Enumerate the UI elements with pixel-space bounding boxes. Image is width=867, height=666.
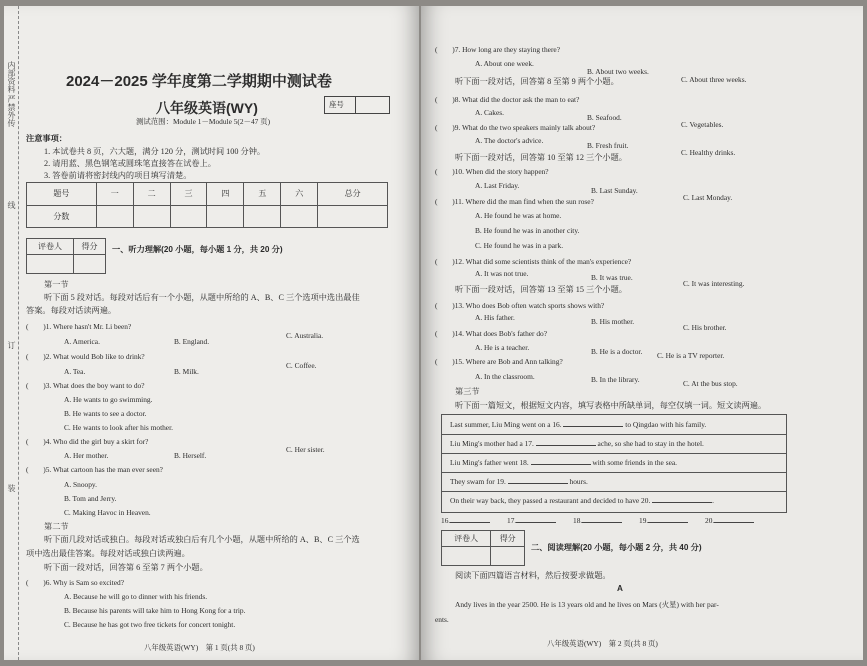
- score-blank[interactable]: [74, 255, 106, 274]
- option[interactable]: A. He found he was at home.: [475, 211, 562, 220]
- option[interactable]: B. His mother.: [591, 317, 635, 326]
- score-cell: 一: [96, 183, 133, 206]
- answer-line[interactable]: 18.: [573, 517, 622, 524]
- option[interactable]: C. Coffee.: [286, 361, 317, 370]
- margin-label: 装: [7, 484, 16, 492]
- page-footer: 八年级英语(WY) 第 1 页(共 8 页): [144, 643, 255, 652]
- exam-subtitle: 八年级英语(WY): [156, 100, 258, 116]
- fill-row: On their way back, they passed a restaurant and decided to have 20. .: [450, 496, 715, 505]
- passage-line: ents.: [435, 615, 449, 624]
- option[interactable]: C. Her sister.: [286, 445, 325, 454]
- answer-line[interactable]: 16.: [441, 517, 490, 524]
- question: ( )6. Why is Sam so excited?: [26, 578, 124, 587]
- option[interactable]: B. It was true.: [591, 273, 633, 282]
- blank-17[interactable]: [536, 445, 596, 446]
- left-page: [4, 6, 419, 660]
- fill-row: Liu Ming's father went 18. with some friends in the sea.: [450, 458, 677, 467]
- section-title: 一、听力理解(20 小题，每小题 1 分，共 20 分): [112, 245, 283, 254]
- seat-box[interactable]: [324, 96, 390, 114]
- grader-table: [441, 530, 525, 566]
- instruction: 听下面几段对话或独白。每段对话或独白后有几个小题，从题中所给的 A、B、C 三个选: [44, 535, 360, 544]
- notice-line: 2. 请用蓝、黑色钢笔或圆珠笔直接答在试卷上。: [44, 159, 216, 168]
- notice-heading: 注意事项：: [26, 134, 67, 143]
- option[interactable]: C. Making Havoc in Heaven.: [64, 508, 151, 517]
- fill-row: Last summer, Liu Ming went on a 16. to Qingdao with his family.: [450, 420, 707, 429]
- grader-label: 评卷人: [442, 531, 491, 547]
- score-cell: 题号: [27, 183, 97, 206]
- fill-row: They swam for 19. hours.: [450, 477, 588, 486]
- score-cell: 六: [281, 183, 318, 206]
- right-page: [421, 6, 863, 660]
- option[interactable]: A. In the classroom.: [475, 372, 535, 381]
- score-blank[interactable]: [491, 547, 525, 566]
- option[interactable]: A. He wants to go swimming.: [64, 395, 153, 404]
- instruction: 听下面一段对话，回答第 8 至第 9 两个小题。: [455, 77, 619, 86]
- score-label: 得分: [491, 531, 525, 547]
- test-scope: 测试范围：Module 1－Module 5(2－47 页): [136, 117, 271, 126]
- option[interactable]: B. He found he was in another city.: [475, 226, 580, 235]
- option[interactable]: A. He is a teacher.: [475, 343, 530, 352]
- score-blank[interactable]: [244, 205, 281, 228]
- option[interactable]: C. Vegetables.: [681, 120, 724, 129]
- grader-blank[interactable]: [442, 547, 491, 566]
- option[interactable]: A. His father.: [475, 313, 515, 322]
- option[interactable]: A. The doctor's advice.: [475, 136, 544, 145]
- section-title: 二、阅读理解(20 小题，每小题 2 分，共 40 分): [531, 543, 702, 552]
- answer-line[interactable]: 17.: [507, 517, 556, 524]
- option[interactable]: C. He is a TV reporter.: [657, 351, 725, 360]
- score-cell: 三: [170, 183, 207, 206]
- question: ( )7. How long are they staying there?: [435, 45, 560, 54]
- score-blank[interactable]: [170, 205, 207, 228]
- option[interactable]: B. Because his parents will take him to Hong Kong for a trip.: [64, 606, 246, 615]
- margin-label: 订: [7, 341, 16, 349]
- question: ( )10. When did the story happen?: [435, 167, 549, 176]
- score-blank[interactable]: [207, 205, 244, 228]
- option[interactable]: C. It was interesting.: [683, 279, 745, 288]
- notice-line: 3. 答卷前请将密封线内的项目填写清楚。: [44, 171, 192, 180]
- option[interactable]: A. It was not true.: [475, 269, 529, 278]
- option[interactable]: B. About two weeks.: [587, 67, 649, 76]
- option[interactable]: A. Because he will go to dinner with his friends.: [64, 592, 208, 601]
- exam-title: 2024－2025 学年度第二学期期中测试卷: [66, 73, 332, 90]
- option[interactable]: C. About three weeks.: [681, 75, 747, 84]
- grader-blank[interactable]: [27, 255, 74, 274]
- option[interactable]: B. England.: [174, 337, 210, 346]
- option[interactable]: A. Cakes.: [475, 108, 504, 117]
- seat-label: 座号: [329, 100, 344, 109]
- grader-table: [26, 238, 106, 274]
- part-heading: 第一节: [44, 280, 69, 289]
- option[interactable]: B. Herself.: [174, 451, 207, 460]
- question: ( )9. What do the two speakers mainly talk about?: [435, 123, 596, 132]
- score-blank[interactable]: [281, 205, 318, 228]
- fill-table: [441, 414, 787, 513]
- blank-20[interactable]: [652, 502, 712, 503]
- score-cell: 二: [133, 183, 170, 206]
- option[interactable]: B. He wants to see a doctor.: [64, 409, 147, 418]
- option[interactable]: A. Her mother.: [64, 451, 109, 460]
- part-heading: 第三节: [455, 387, 480, 396]
- score-table: [26, 182, 388, 228]
- option[interactable]: B. Last Sunday.: [591, 186, 638, 195]
- notice-line: 1. 本试卷共 8 页，六大题，满分 120 分，测试时间 100 分钟。: [44, 147, 266, 156]
- blank-18[interactable]: [531, 464, 591, 465]
- score-label: 得分: [74, 239, 106, 255]
- score-blank[interactable]: [133, 205, 170, 228]
- blank-16[interactable]: [563, 426, 623, 427]
- question: ( )11. Where did the man find when the sun rose?: [435, 197, 594, 206]
- option[interactable]: B. Milk.: [174, 367, 199, 376]
- answer-line[interactable]: 19.: [639, 517, 688, 524]
- instruction: 阅读下面四篇语言材料，然后按要求做题。: [455, 571, 611, 580]
- score-cell: 五: [244, 183, 281, 206]
- option[interactable]: C. Because he has got two free tickets for concert tonight.: [64, 620, 236, 629]
- instruction: 听下面一段对话，回答第 10 至第 12 三个小题。: [455, 153, 627, 162]
- score-blank[interactable]: [96, 205, 133, 228]
- option[interactable]: A. Snoopy.: [64, 480, 97, 489]
- option[interactable]: A. Tea.: [64, 367, 86, 376]
- question: ( )14. What does Bob's father do?: [435, 329, 548, 338]
- option[interactable]: A. About one week.: [475, 59, 534, 68]
- score-cell: 总分: [318, 183, 388, 206]
- instruction: 答案。每段对话读两遍。: [26, 306, 117, 315]
- option[interactable]: A. America.: [64, 337, 100, 346]
- option[interactable]: A. Last Friday.: [475, 181, 520, 190]
- option[interactable]: C. He wants to look after his mother.: [64, 423, 173, 432]
- option[interactable]: B. In the library.: [591, 375, 640, 384]
- option[interactable]: C. Last Monday.: [683, 193, 733, 202]
- margin-label: 线: [7, 201, 16, 209]
- question: ( )4. Who did the girl buy a skirt for?: [26, 437, 149, 446]
- option[interactable]: B. He is a doctor.: [591, 347, 643, 356]
- question: ( )5. What cartoon has the man ever seen?: [26, 465, 163, 474]
- passage-label: A: [617, 584, 623, 593]
- page-footer: 八年级英语(WY) 第 2 页(共 8 页): [547, 639, 658, 648]
- option[interactable]: B. Seafood.: [587, 113, 622, 122]
- option[interactable]: C. Healthy drinks.: [681, 148, 736, 157]
- score-cell: 四: [207, 183, 244, 206]
- blank-19[interactable]: [508, 483, 568, 484]
- answer-line[interactable]: 20.: [705, 517, 754, 524]
- question: ( )2. What would Bob like to drink?: [26, 352, 145, 361]
- option[interactable]: C. Australia.: [286, 331, 324, 340]
- question: ( )8. What did the doctor ask the man to eat?: [435, 95, 580, 104]
- question: ( )12. What did some scientists think of the man's experience?: [435, 257, 632, 266]
- option[interactable]: C. He found he was in a park.: [475, 241, 564, 250]
- part-heading: 第二节: [44, 522, 69, 531]
- score-cell: 分数: [27, 205, 97, 228]
- fill-row: Liu Ming's mother had a 17. ache, so she had to stay in the hotel.: [450, 439, 704, 448]
- instruction: 听下面 5 段对话。每段对话后有一个小题，从题中所给的 A、B、C 三个选项中选出最佳: [44, 293, 360, 302]
- margin-label: 内部资料 严禁外传: [7, 61, 16, 127]
- option[interactable]: B. Fresh fruit.: [587, 141, 629, 150]
- instruction: 项中选出最佳答案。每段对话或独白读两遍。: [26, 549, 190, 558]
- instruction: 听下面一段对话，回答第 13 至第 15 三个小题。: [455, 285, 627, 294]
- question: ( )1. Where hasn't Mr. Li been?: [26, 322, 132, 331]
- question: ( )15. Where are Bob and Ann talking?: [435, 357, 563, 366]
- option[interactable]: C. His brother.: [683, 323, 727, 332]
- option[interactable]: B. Tom and Jerry.: [64, 494, 117, 503]
- instruction: 听下面一段对话，回答第 6 至第 7 两个小题。: [44, 563, 208, 572]
- question: ( )3. What does the boy want to do?: [26, 381, 145, 390]
- score-blank[interactable]: [318, 205, 388, 228]
- passage-line: Andy lives in the year 2500. He is 13 years old and he lives on Mars (火星) with her par-: [455, 600, 719, 609]
- grader-label: 评卷人: [27, 239, 74, 255]
- question: ( )13. Who does Bob often watch sports shows with?: [435, 301, 605, 310]
- instruction: 听下面一篇短文，根据短文内容，填写表格中所缺单词，每空仅填一词。短文读两遍。: [455, 401, 767, 410]
- option[interactable]: C. At the bus stop.: [683, 379, 738, 388]
